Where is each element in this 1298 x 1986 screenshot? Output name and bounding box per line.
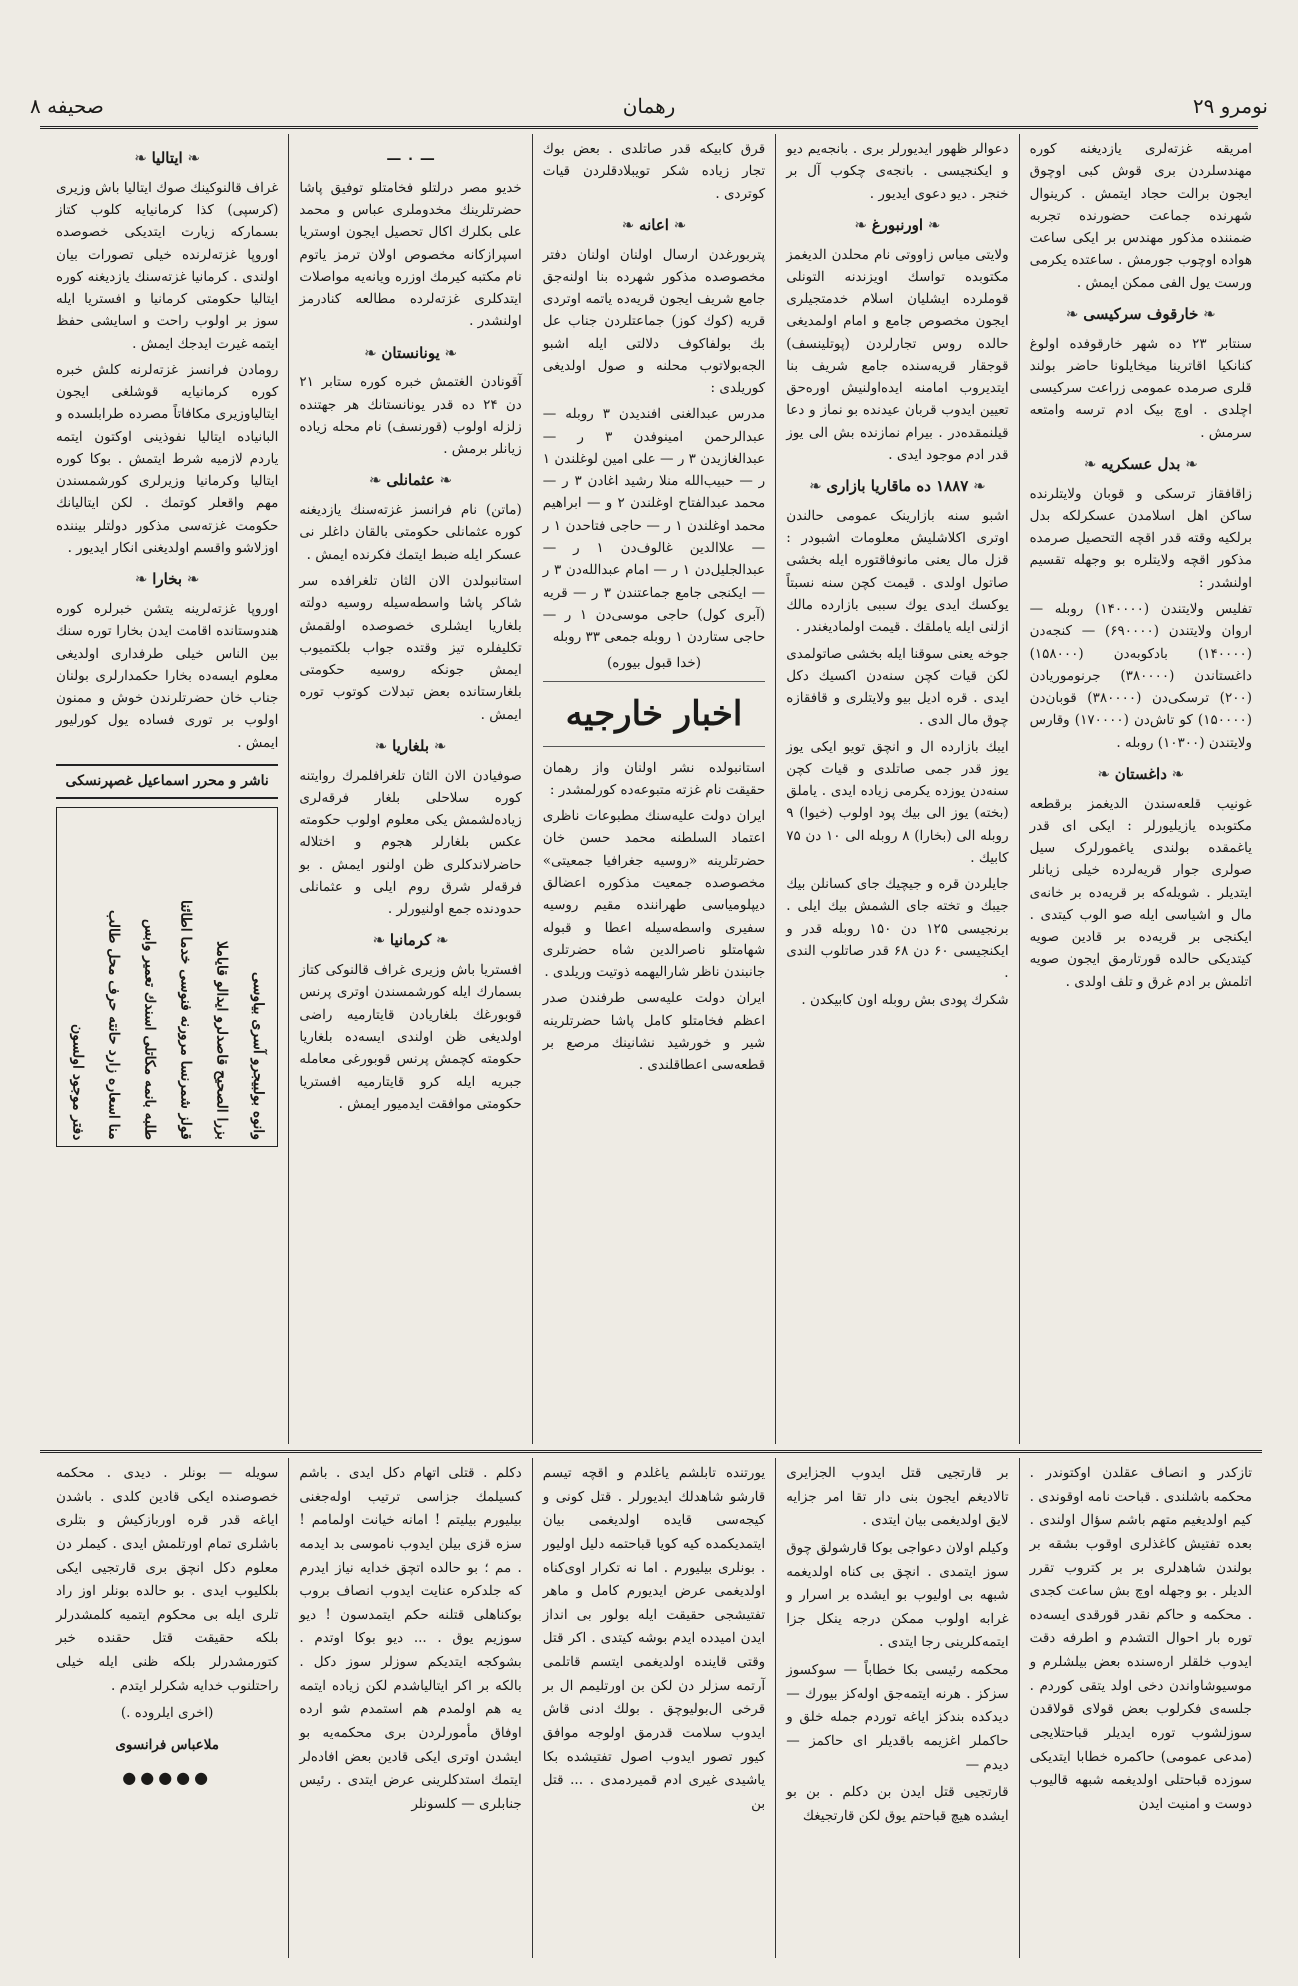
foreign-news-heading: اخبار خارجیه <box>543 681 765 747</box>
article-paragraph: مدرس عبدالغنی افندیدن ۳ روبله — عبدالرحمن امینوفدن ۳ ر — عبدالغازیدن ۳ ر — علی امین لوغلندن ۱ ر — حبیب‌الله منلا رشید اغادن ۳ ر — محمد عبدالفتاح اوغلندن ۲ و — ابراهیم محمد اوغلندن ۱ ر — حاجی فتاحدن ۱ ر — علاالدین غالوف‌دن ۱ ر — عبدالجلیل‌دن ۱ ر — امام عبدالله‌دن ۳ ر — ایکنجی جامع جماعتندن ۳ ر — قریه (آبری کول) حاجی موسی‌دن ۱ ر — حاجی ستاردن ۱ روبله جمعی ۳۳ روبله <box>542 406 766 646</box>
article-paragraph: خدیو مصر درلتلو فخامتلو توفیق پاشا حضرتلرینك مخدوملری عباس و محمد علی بکلرك اکال تحصیل ایجون اوستریا اسپرازکانه مخصوص اولان ترمز یاتوم نام مکتبه کیرمك اوزره ویانه‌یه مواصلات ایتدکلری غزته‌لرده مطالعه کنادرمز اولنشدر . <box>299 179 522 330</box>
article-paragraph: غونیب قلعه‌سندن الدیغمز برقطعه مکتوبده یازیلیورلر : ایکی ای قدر یاغمقده بولندی یاغمورلرک سیل صولری جوار قریه‌لرده خیلی زیانلر ایتدیلر . شویله‌که بر قریه‌ده بر خانه‌ی مال و اشیاسی ایله صو الوب کیتدی . ایکنجی بر قریه‌ده بر قادین صویه کیتدیکی حالده قورتارمق ایجون صویه اتلمش بر ادم غرق و تلف اولدی . <box>1029 795 1252 990</box>
article-paragraph: آقونادن الغتمش خبره کوره ستابر ۲۱ دن ۲۴ ده قدر یونانستانك هر جهتنده زلزله اولوب (قورنسف) نام محله زیاده زیانلر برمش . <box>299 374 522 458</box>
publisher-imprint: ناشر و محرر اسماعیل غصپرنسکی <box>56 764 278 799</box>
ornament-dots: ●●●●● <box>122 1767 213 1787</box>
article-paragraph: ایبك بازارده ال و انچق تویو ایکی یوز یوز قدر جمی صاتلدی و قیات کچن سنه‌دن یوزده یکرمی زیاده ایدی . یاملق (بخته) یوز الی بیك پود اولوب (خیوا) ۹ روبله الی (بخارا) ۸ روبله الی ۱۰ دن ۷۵ کابیك . <box>786 738 1009 866</box>
ad-line: وانوه بولبیجرو آسری بیاوسی <box>249 972 266 1140</box>
serial-divider <box>40 1450 1262 1453</box>
section-heading: ❧ اورنبورغ ❧ <box>854 215 941 234</box>
section-heading: ❧ بدل عسکریه ❧ <box>1083 454 1198 473</box>
article-paragraph: زاقافقاز ترسکی و قوبان ولایتلرنده ساکن اهل اسلامدن عسکرلکه بدل برلکیه وقته قدر اقچه التحصیل صرمده مذکور اقچه ولایتلره بو وجهله تقسیم اولنشدر : <box>1029 485 1252 591</box>
section-heading: ❧ بخارا ❧ <box>134 570 200 589</box>
article-paragraph: ولایتی میاس زاووتی نام محلدن الدیغمز مکتوبده تواسك اویزندنه التونلی قوملرده ایشلیان اسلام خدمتجیلری ایجون مخصوص جامع و امام اولمدیغی حالده روس تجارلردن (پوتلینسف) قوجقار قریه‌سنده جامع شریف بنا ایتدیروب امامنه ایده‌اولنیش اوره‌حق تعیین ایدوب قربان عیدنده بو نماز و دعا قیلنمقده‌در . بیرام نمازنده بش الی یوز قدر ادم موجود ایدی . <box>786 246 1009 463</box>
article-paragraph: شکرك پودی بش روبله اون کابیکدن . <box>801 991 1009 1008</box>
column-5 <box>46 134 288 1444</box>
serial-column-2 <box>775 1458 1018 1958</box>
article-paragraph: صوفیادن الان الثان تلغرافلمرك روایتنه کوره سلاحلی بلغار فرقه‌لری زیاده‌لشمش یکی معلوم اولوب حکومته عکس بلغارلر هجوم و اختلاله حاضرلاندکلری ظن اولنور ایمش . بو فرقه‌لر شرق روم ایلی و عثمانلی حدودنده جمع اولنیورلر . <box>299 767 522 918</box>
article-paragraph: جایلردن قره و جیچیك جای کسانلن بیك جیبك و تخته جای الشمش بیك ایلی . برنجیسی ۱۲۵ دن ۱۵۰ روبله قدر و ایکنجیسی ۶۰ دن ۶۸ قدر صاتلوب الندی . <box>786 876 1009 982</box>
article-paragraph: غراف قالنوکینك صوك ایتالیا باش وزیری (کرسپی) کذا کرمانیایه کلوب کتاز بسمارکه زیارت ایتدیکی خصوصده اوروپا غزته‌لرنده خیلی تصورات بیان اولندی . کرمانیا غزته‌سنك یازدیغنه کوره ایتالیا حکومتی کرمانیا و افستریا ایله سوز بر اولوب راحت و اسایشی حفظ ایتمه غیرت ایدجك ایمش . <box>55 179 279 352</box>
section-heading: ❧ بلغاریا ❧ <box>374 736 447 755</box>
author-signature: ملاعباس فرانسوی <box>115 1736 220 1753</box>
divider-mark: — ۰ — <box>386 149 435 167</box>
serial-paragraph: دکلم . قتلی اتهام دکل ایدی . باشم کسیلمك جزاسی ترتیب اوله‌جغنی بیلیورم بیلیتم ! امانه خیانت اولمامم ! سزه قزی بیلن ایدوب ناموسی بد ایدمه . مم ؛ بو حالده اتچق خدایه نیاز ایدرم که جلدکره عنایت ایدوب انصاف بروب بوکناهلی قتلنه حکم ایتمدسون ! دیو سوزیم یوق . ... دیو بوکا اوتدم . بشوکجه ایتدیکم سوزلر سوز دکل . بالکه بر اکر ایتالیاشدم لکن زیاده ایتمه یه هم اولمدم هم استمدم شو ارده اوفاق مأمورلردن بری محکمه‌یه بو ایشدن اوتری ایکی قادین بعض افاده‌لر ایتمك استدکلرینی عرض ایتدی . رئیس جنابلری — کلسونلر <box>299 1465 522 1812</box>
article-paragraph: امریقه غزته‌لری یازدیغنه کوره مهندسلردن بری قوش کبی اوچوق ایجون برالت حجاد ایتمش . کرینوال شهرنده جماعت حضورنده تجربه ضمننده مذکور مهندس بر ایکی ساعت هواده اوچوب جورمش . ساعتده یکرمی ورست یول الفی ممکن ایمش . <box>1029 141 1252 291</box>
serial-column-4 <box>288 1458 531 1958</box>
section-heading: ❧ کرمانیا ❧ <box>372 931 449 950</box>
serial-continued-note: (اخری ایلروده .) <box>120 1705 214 1722</box>
column-1 <box>1019 134 1262 1444</box>
column-3 <box>532 134 775 1444</box>
ad-line: بزرا الصحیح قاصدلرو ایدالو قایاملا <box>213 941 230 1140</box>
serial-column-3 <box>532 1458 775 1958</box>
article-paragraph: اوروپا غزته‌لرینه یتشن خبرلره کوره هندوستانده اقامت ایدن بخارا توره سنك بین الناس خیلی طرفداری اولدیغی معلوم ایسه‌ده بخارا حکمدارلری بولنان جناب خان حضرتلرندن خوش و ممنون اولوب بر توری فساده یول کورلیور ایمش . <box>55 601 279 751</box>
section-heading: ❧ ایتالیا ❧ <box>134 149 201 167</box>
header-rule <box>40 126 1258 129</box>
article-paragraph: پتربورغدن ارسال اولنان اولنان دفتر مخصوصده مذکور شهرده بنا اولنه‌جق جامع شریف ایجون قریه‌ده یاتمه اوتردی قریه (کوك کوز) جماعتلردن جناب عل بك بولفاکوف دلالتی ایله اشبو الجه‌بولاتوب محلنه و صول اولدیغی کوریلدی : <box>542 246 766 397</box>
serial-paragraph: سویله — بونلر . دیدی . محکمه خصوصنده ایکی قادین کلدی . باشدن ایاغه قدر قره اوربازکیش و بتلری باشلری تمام اورتلمش ایدی . کیملر دن معلوم دکل انچق بری قارتجیی ایکی بلکلیوب ایدی . بو حالده بونلر اوز راد تلری ایله بی محکوم ایتمیه کلمشدرلر بلکه حقیقت قتل حقنده خبر کتورمشدرلر بلکه ظنی ایله خیلی راحتلنوب خدایه شکرلر ایتدم . <box>55 1465 279 1694</box>
article-paragraph: (ماتن) نام فرانسز غزته‌سنك یازدیغنه کوره عثمانلی حکومتی بالقان داغلر نی عسکر ایله ضبط ایتمك فکرنده ایمش . <box>299 502 522 563</box>
section-heading: ❧ عثمانلی ❧ <box>369 471 453 490</box>
column-2 <box>775 134 1018 1444</box>
ad-line: طلبه بانمه مکاتلی اسندك تعمیر وابس <box>141 918 158 1140</box>
serial-paragraph: محکمه رئیسی بکا خطاباً — سوکسوز سزکز . هرنه ایتمه‌جق اوله‌کز بیورك — دیدکده بندکز ایاغه توردم جمله خلق و حاکملر اغزیمه باقدیلر ای حاکمز — دیدم — <box>786 1662 1009 1773</box>
section-heading: ❧ خارقوف سرکیسی ❧ <box>1065 304 1216 323</box>
page-header <box>30 88 1268 124</box>
serial-column-5 <box>46 1458 288 1958</box>
article-paragraph: ایران دولت علیه‌سی طرفندن صدر اعظم فخامتلو کامل پاشا حضرتلرینه شیر و خورشید نشانینك مرصع بر قطعه‌سی اعطاقلندی . <box>542 990 766 1074</box>
ad-line: دفتر موجود اولسون <box>69 1023 86 1140</box>
article-paragraph: استانبولدن الان الثان تلغرافده سر شاکر پاشا واسطه‌سیله روسیه دولته بلغاریا ایشلری خصوصده اولقمش تکلیفلره تیز وقتده جواب بلکتمیوب ایمش جونکه روسیه حکومتی بلغارستانده بعض تبدلات کوتوب توره ایمش . <box>299 572 522 723</box>
serial-paragraph: بر قارتجیی قتل ایدوب الجزایری تالادیغم ایجون بنی دار تقا امر جزایه لایق اولدیغمی بیان ایتدی . <box>786 1465 1009 1529</box>
article-paragraph: جوخه یعنی سوقنا ایله بخشی صاتولمدی لکن قیات کچن سنه‌دن اکسیك دکل ایدی . قره ادیل بیو ولایتلری و قافقازه چوق مال الدی . <box>786 645 1009 729</box>
masthead: رهمان <box>622 94 676 118</box>
section-heading: ❧ ۱۸۸۷ ده ماقاریا بازاری ❧ <box>809 477 986 496</box>
article-paragraph: اشبو سنه بازارینک عمومی حالندن اوتری اکلاشلیش معلومات اشبودر : قزل مال یعنی مانوفاقتوره ایله بخشی صاتول اولدی . قیمت کچن سنه نسبتاً یوکسك ایدی یوك سببی بازارده مالك ازلنی ایله یاملقك . قیمت اولمادیغندر . <box>786 507 1009 636</box>
serial-paragraph: تازکدر و انصاف عقلدن اوکتوندر . محکمه باشلندی . قباحت نامه اوقوندی . کیم اولدیغیم متهم باشم سؤال اولندی . بعده تفتیش کاغذلری اوقوب بشقه بر بولندن شاهدلری بر بر کتروب تقرر الدیلر . بو وجهله اوچ بش ساعت کجدی . محکمه و حاکم نقدر قورقدی ایسه‌ده توره بار احوال التشدم و اطرفه دقت ایدوب خلقلر اره‌سنده بعض بیلشلرم و موسیوشاواندن دخی اولد یتقی کوردم . جلسه‌ی فکرلوب بعض قولای قولاقدن سوزلشوب توره ایدیلر قباحتلایجی (مدعی عمومی) حاکمره خطابا ایتدیکی سوزده قباحتلی اولدیغمه شبهه قالیوب دوست و امنیت ایدن <box>1029 1465 1252 1812</box>
advertisement-box <box>56 807 278 1147</box>
ad-line: قولز شمرنسا مرورنه فنوسی خدما اطائنا <box>177 900 194 1140</box>
serial-column-1 <box>1019 1458 1262 1958</box>
article-paragraph: سنتابر ۲۳ ده شهر خارقوفده اولوغ کنانکیا اقاترینا میخایلونا حاضر بولند قلری صرمده عمومی زراعت سرکیسی اچلدی . اوچ بیک ادم ترسه وامتعه سرمش . <box>1029 335 1252 441</box>
article-paragraph: رومادن فرانسز غزته‌لرنه کلش خبره کوره کرمانیایه قوشلغی ایجون ایتالیاوزیری مکافاتاً مصرده طرابلسده و البانیاده ایتالیا نفوذینی اوکتون ایتمه یاردم لازمیه شرط ایتمش . بوکا کوره ایتالیا وکرمانیا وزیرلری کورشمسندن مهم واقعلر کوتمك . لکن ایتالیانك حکومت غزته‌سی مذکور دولتلر بیننده اوزلاشو واقسم اولدیغنی انکار ایدیور . <box>55 361 279 556</box>
serial-paragraph: وکیلم اولان دعواجی بوکا قارشولق چوق سوز ایتمدی . انچق بی کناه اولدیغمه شبهه بی اوليوب بو ایشده بر اسرار و غرابه اولوب ممکن درجه ینکل جزا ایتمه‌کلرینی رجا ایتدی . <box>786 1539 1009 1651</box>
serial-paragraph: یورتنده تابلشم یاغلدم و اقچه تیسم قارشو شاهدلك ایدیورلر . قتل کونی و کیجه‌سی قایده اولدیغمی بیان ایتمدیکمده کیه کویا قباحتمه دلیل اولیور . بونلری بیلیورم . اما نه تکرار اوی‌کناه اولدیغمی عرض ایدیورم کامل و ماهر تفتیشجی حقیقت ایله بولور بی انداز ایدن امیدده ایدم بوشه کیتدی . اکر قتل وقتی قاینده اولدیغمی ایتسم قاتلمی آرتمه سزلر دن لکن بن اورتلیمم ال بر قرخی ال‌بولیوچق . بولك ادنی قاش ایدوب سلامت قدرمق اولوجه موافق کیور تصور ایدوب اصول تفتیشده بکا یاشیدی غیری ادم قمیردمدی . ... قتل بن <box>542 1465 766 1812</box>
section-heading: ❧ اعانه ❧ <box>621 215 687 234</box>
serial-story <box>46 1458 1262 1958</box>
article-paragraph: ایران دولت علیه‌سنك مطبوعات ناظری اعتماد السلطنه محمد حسن خان حضرتلرینه «روسیه جغرافیا جمعیتی» مخصوصده جمعیت مذکوره اعضالق دیپلومیاسی طهراننده مقیم روسیه سفیری واسطه‌سیله اعطا و قبوله شهامتلو ناصرالدین شاه حضرتلری جانبندن ناظر شاراليهمه ذوتیت وریلدی . <box>542 808 766 981</box>
top-columns <box>46 134 1262 1444</box>
column-4 <box>288 134 531 1444</box>
article-paragraph: قرق کابیکه قدر صاتلدی . بعض بوك تجار زیاده شکر تویبلادقلردن قیات کوتردی . <box>542 141 766 202</box>
issue-number: نومرو ۲۹ <box>1192 94 1268 118</box>
article-paragraph: دعوالر ظهور ایدیورلر بری . بانجه‌یم دیو و ایکنجیسی . بانجه‌ی چکوب آل بر خنجر . دیو دعوی ایدیور . <box>786 141 1009 202</box>
article-paragraph: استانبولده نشر اولنان واز رهمان حقیقت نام غزته متبوعه‌ده کورلمشدر : <box>542 759 766 798</box>
section-heading: ❧ داغستان ❧ <box>1097 764 1185 783</box>
page-number: صحیفه ۸ <box>30 94 104 118</box>
article-paragraph: (خدا قبول بیوره) <box>606 655 701 672</box>
serial-paragraph: قارتجیی قتل ایدن بن دکلم . بن بو ایشده هیچ قباحتم یوق لکن قارتجیغك <box>786 1784 1009 1824</box>
ad-line: منا اسعاره زارد حانته حرف محل طالب <box>105 910 122 1140</box>
article-paragraph: افستریا باش وزیری غراف قالنوکی کتاز بسمارك ایله کورشمسندن اوتری پرنس قوبورغك بلغاریادن قایتارمیه راضی اولدیغی ظن اولندی ایسه‌ده بلغاریا حکومته کچمش پرنس قوبورغی معامله جبریه ایله کرو قایتارمیه افستریا حکومتی موافقت ایدمیور ایمش . <box>299 962 522 1112</box>
section-heading: ❧ یونانستان ❧ <box>364 343 458 362</box>
article-paragraph: تفلیس ولایتندن (۱۴۰۰۰۰) روبله — اروان ولایتندن (۶۹۰۰۰۰) — کنجه‌دن (۱۴۰۰۰۰) بادکوبه‌دن (۱۵۸۰۰۰) داغستاندن (۳۸۰۰۰۰) جرنوموریادن (۲۰۰) ترسکی‌دن (۳۸۰۰۰۰) قوبان‌دن (۱۵۰۰۰۰) کو تاش‌دن (۱۷۰۰۰۰) وقارس ولایتندن (۱۰۳۰۰) روبله . <box>1029 601 1252 751</box>
